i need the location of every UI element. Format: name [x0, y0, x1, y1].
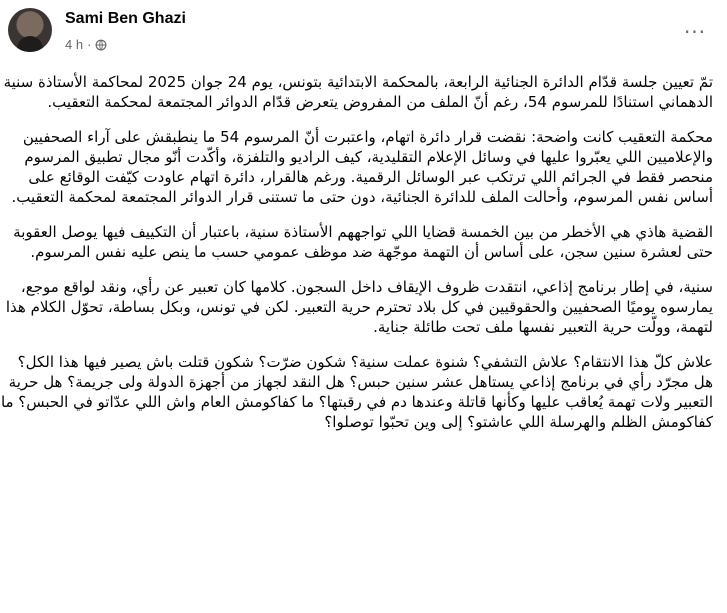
post-paragraph: القضية هاذي هي الأخطر من بين الخمسة قضايا اللي تواجههم الأستاذة سنية، باعتبار أن التكييف فيها يوصل العقوبة حتى لعشرة سنين سجن، على أساس أن التهمة موجّهة ضد موظف عمومي حسب ما ينص عليه نفس المرسوم.: [13, 223, 713, 261]
post-time[interactable]: 4 h: [65, 37, 84, 52]
author-name[interactable]: Sami Ben Ghazi: [65, 10, 186, 27]
post-paragraph: سنية، في إطار برنامج إذاعي، انتقدت ظروف الإيقاف داخل السجون. كلامها كان تعبير عن رأي، ونقد لواقع موجع، يمارسوه يوميًا الصحفيين والحقوقيين في كل بلاد تحترم حرية التعبير. لكن في تونس، وبكل بساطة، تحوّل الكلام هذا لتهمة، وولّت حرية التعبير نفسها ملف تحت طائلة جناية.: [5, 278, 713, 336]
post-paragraph: علاش كلّ هذا الانتقام؟ علاش التشفي؟ شنوة عملت سنية؟ شكون ضرّت؟ شكون قتلت باش يصير فيها هذا الكل؟ هل مجرّد رأي في برنامج إذاعي يستاهل عشر سنين حبس؟ هل النقد لجهاز من أجهزة الدولة ولى جريمة؟ هل حرية التعبير ولات تهمة يُعاقب عليها وكأنها قاتلة وعندها دم في رقبتها؟ ما كفاكومش العام واش اللي عدّاتو في الحبس؟ ما كفاكومش الظلم والهرسلة اللي عاشتو؟ إلى وين تحبّوا توصلوا؟: [0, 353, 713, 431]
author-avatar[interactable]: [8, 8, 52, 52]
post-paragraph: محكمة التعقيب كانت واضحة: نقضت قرار دائرة اتهام، واعتبرت أنّ المرسوم 54 ما ينطبقش على آراء الصحفيين والإعلاميين اللي يعبّروا عليها في وسائل الإعلام التقليدية، كيف الراديو والتلفزة، وأكّدت أنّو مجال تطبيق المرسوم منحصر فقط في الجرائم اللي ترتكب عبر الوسائل الرقمية. ورغم هالقرار، دائرة اتهام عاودت كيّفت الوقائع على أساس نفس المرسوم، وأحالت الملف للدائرة الجنائية، دون حتى ما تستنى قرار الدوائر المجتمعة لمحكمة التعقيب.: [11, 128, 713, 206]
post-meta: [65, 37, 107, 52]
post-text: [0, 72, 713, 447]
more-options-icon[interactable]: ···: [683, 20, 707, 44]
post-paragraph: تمّ تعيين جلسة قدّام الدائرة الجنائية الرابعة، بالمحكمة الابتدائية بتونس، يوم 24 جوان 2025 لمحاكمة الأستاذة سنية الدهماني استنادًا للمرسوم 54، رغم أنّ الملف من المفروض يتعرض قدّام الدوائر المجتمعة لمحكمة التعقيب.: [3, 73, 713, 111]
post-header: [0, 0, 727, 62]
meta-separator: ·: [87, 37, 92, 52]
globe-icon: [95, 39, 107, 51]
